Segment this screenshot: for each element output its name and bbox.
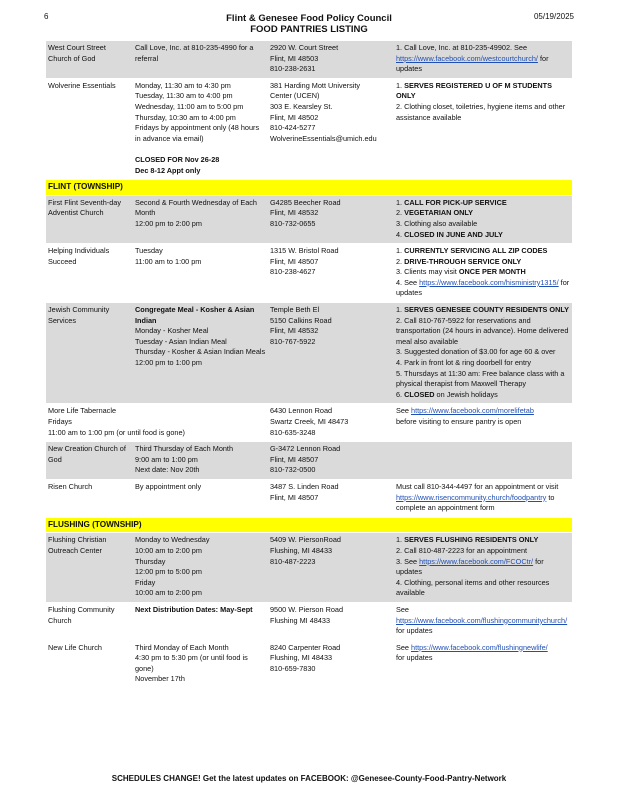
pantry-address-line: G4285 Beecher Road xyxy=(270,197,341,207)
pantry-hours-line: Monday, 11:30 am to 4:30 pm xyxy=(135,80,231,90)
notes-emphasis: CLOSED xyxy=(404,389,435,399)
pantry-address-line: Flint, MI 48503 xyxy=(270,53,319,63)
pantry-hours-line: 10:00 am to 2:00 pm xyxy=(135,545,202,555)
notes-text: for updates xyxy=(396,556,544,577)
pantry-link[interactable]: https://www.facebook.com/hisministry1315/ xyxy=(419,277,559,287)
table-row xyxy=(46,442,572,480)
pantry-address-line: 381 Harding Mott University xyxy=(270,80,361,90)
pantry-address-line: 2920 W. Court Street xyxy=(270,43,339,52)
page-title xyxy=(0,13,618,35)
pantry-hours-line: Third Thursday of Each Month xyxy=(135,444,234,454)
pantry-address-line: 9500 W. Pierson Road xyxy=(270,604,344,614)
pantry-address xyxy=(268,303,394,404)
notes-emphasis: SERVES FLUSHING RESIDENTS ONLY xyxy=(404,535,539,545)
pantry-address-line: 810-238-4627 xyxy=(270,267,316,277)
pantry-address-line: Flushing, MI 48433 xyxy=(270,545,333,555)
pantry-hours-line: Third Monday of Each Month xyxy=(135,642,229,652)
notes-text: 3. Suggested donation of $3.00 for age 60 & over xyxy=(396,347,556,357)
pantry-notes xyxy=(394,442,572,480)
table-row xyxy=(46,479,572,517)
pantry-address xyxy=(268,244,394,303)
pantry-address-line: 810-732-0655 xyxy=(270,218,316,228)
pantry-hours-line: Call Love, Inc. at 810-235-4990 for a referral xyxy=(135,43,254,63)
notes-text: Must call 810-344-4497 for an appointment or visit xyxy=(396,481,559,491)
pantry-hours-line: 11:00 am to 1:00 pm xyxy=(135,256,202,266)
notes-text: for updates xyxy=(396,277,570,298)
pantry-address-line: Flint, MI 48532 xyxy=(270,208,319,218)
notes-text: for updates xyxy=(396,626,433,636)
pantry-hours xyxy=(133,640,268,688)
title-line-1: Flint & Genesee Food Policy Council xyxy=(226,13,392,24)
pantry-address-line: 5409 W. PiersonRoad xyxy=(270,535,341,545)
pantry-hours-line: CLOSED FOR Nov 26-28 xyxy=(135,154,220,164)
title-line-2: FOOD PANTRIES LISTING xyxy=(250,24,368,35)
pantry-hours-line: 9:00 am to 1:00 pm xyxy=(135,454,198,464)
pantry-hours-heading: Congregate Meal - Kosher & Asian Indian xyxy=(135,305,255,325)
pantry-address-line: 8240 Carpenter Road xyxy=(270,642,341,652)
pantry-hours-line: November 17th xyxy=(135,674,185,684)
pantry-hours-line: Monday to Wednesday xyxy=(135,535,210,545)
notes-text: to complete an appointment form xyxy=(396,492,555,513)
pantry-address xyxy=(268,533,394,603)
pantry-name xyxy=(46,404,268,442)
notes-text: 2. xyxy=(396,256,405,266)
pantry-hours-line: Thursday - Kosher & Asian Indian Meals xyxy=(135,347,266,357)
pantry-address xyxy=(268,78,394,179)
pantry-hours-line: 12:00 pm to 1:00 pm xyxy=(135,358,202,368)
pantry-hours-line: Tuesday xyxy=(135,246,163,256)
pantry-hours-line: 11:00 am to 1:00 pm (or until food is gone) xyxy=(48,427,185,437)
pantry-hours xyxy=(133,244,268,303)
pantry-address xyxy=(268,195,394,243)
pantry-hours-line: Wednesday, 11:00 am to 5:00 pm xyxy=(135,101,244,111)
pantry-hours-line: Thursday xyxy=(135,556,166,566)
pantry-notes xyxy=(394,41,572,79)
notes-text: 4. Park in front lot & ring doorbell for entry xyxy=(396,358,532,368)
notes-emphasis: VEGETARIAN ONLY xyxy=(404,208,474,218)
pantry-address-line: Flushing, MI 48433 xyxy=(270,653,333,663)
pantry-address-line: 810-767-5922 xyxy=(270,336,316,346)
notes-emphasis: DRIVE-THROUGH SERVICE ONLY xyxy=(404,256,522,266)
pantry-address xyxy=(268,602,394,640)
footer-note: SCHEDULES CHANGE! Get the latest updates on FACEBOOK: @Genesee-County-Food-Pantry-Network xyxy=(111,774,507,783)
pantry-hours-line: Fridays xyxy=(48,417,72,426)
pantry-name: New Life Church xyxy=(46,640,133,688)
pantry-address-line: G-3472 Lennon Road xyxy=(270,444,341,454)
notes-text: 4. xyxy=(396,229,405,239)
pantry-name: New Creation Church of God xyxy=(46,442,133,480)
pantry-notes xyxy=(394,195,572,243)
pantry-hours xyxy=(133,442,268,480)
pantry-address xyxy=(268,479,394,517)
pantry-hours xyxy=(133,195,268,243)
pantry-address-line: 5150 Calkins Road xyxy=(270,315,332,325)
notes-text: 2. xyxy=(396,208,405,218)
table-row xyxy=(46,404,572,442)
table-row xyxy=(46,303,572,404)
notes-text: 6. xyxy=(396,389,405,399)
pantry-hours-heading: Next Distribution Dates: May-Sept xyxy=(135,604,253,614)
pantry-link[interactable]: https://www.facebook.com/morelifetab xyxy=(411,406,534,416)
notes-text: 4. See xyxy=(396,277,420,287)
pantry-address-line: Flint, MI 48507 xyxy=(270,454,319,464)
pantry-name: West Court Street Church of God xyxy=(46,41,133,79)
pantry-hours-line: Monday - Kosher Meal xyxy=(135,326,209,336)
notes-text: before visiting to ensure pantry is open xyxy=(396,417,522,426)
pantry-notes xyxy=(394,78,572,179)
pantry-hours-line: Dec 8-12 Appt only xyxy=(135,165,201,175)
pantry-hours xyxy=(133,479,268,517)
table-row xyxy=(46,602,572,640)
notes-text: on Jewish holidays xyxy=(434,389,498,399)
notes-text: 2. See xyxy=(505,43,528,52)
pantry-hours xyxy=(133,533,268,603)
pantry-address-line: 810-732-0500 xyxy=(270,465,316,475)
pantry-hours-line: 12:00 pm to 5:00 pm xyxy=(135,567,202,577)
notes-emphasis: SERVES REGISTERED U OF M STUDENTS ONLY xyxy=(396,80,552,101)
table-row xyxy=(46,533,572,603)
pantry-address-line: 303 E. Kearsley St. xyxy=(270,101,333,111)
pantry-address xyxy=(268,404,394,442)
notes-text: 2. Clothing closet, toiletries, hygiene items and other assistance available xyxy=(396,101,566,122)
pantry-address xyxy=(268,442,394,480)
pantry-hours xyxy=(133,41,268,79)
notes-text: for updates xyxy=(396,53,549,74)
notes-text: 1. xyxy=(396,80,405,90)
notes-text: 1. Call Love, Inc. at 810-235-4990 xyxy=(396,43,506,52)
pantry-link[interactable]: https://www.facebook.com/flushingnewlife/ xyxy=(411,642,548,652)
notes-text: 5. Thursdays at 11:30 am: Free balance class with a physical therapist from Maxwell Therapy xyxy=(396,368,565,389)
pantry-address-line: Flint, MI 48532 xyxy=(270,326,319,336)
notes-emphasis: CURRENTLY SERVICING ALL ZIP CODES xyxy=(404,246,548,256)
notes-text: 1. xyxy=(396,246,405,256)
pantry-address xyxy=(268,41,394,79)
notes-text: for updates xyxy=(396,653,433,663)
pantry-address-line: 810-659-7830 xyxy=(270,663,316,673)
pantry-name: Helping Individuals Succeed xyxy=(46,244,133,303)
pantry-notes xyxy=(394,303,572,404)
table-row xyxy=(46,244,572,303)
pantry-address-line: 1315 W. Bristol Road xyxy=(270,246,339,256)
notes-emphasis: CLOSED IN JUNE AND JULY xyxy=(404,229,503,239)
pantry-hours-line: Tuesday - Asian Indian Meal xyxy=(135,336,227,346)
pantry-hours-line: Friday xyxy=(135,577,156,587)
table-row xyxy=(46,41,572,79)
pantry-address-line: Swartz Creek, MI 48473 xyxy=(270,417,349,426)
pantry-name: Wolverine Essentials xyxy=(46,78,133,179)
pantry-hours-line xyxy=(135,144,266,155)
pantry-address-line: Center (UCEN) xyxy=(270,91,320,101)
notes-text: 2. Call 810-487-2223 for an appointment xyxy=(396,545,528,555)
pantry-address-line: Flint, MI 48507 xyxy=(270,492,319,502)
notes-text: 1. xyxy=(396,535,405,545)
pantry-address xyxy=(268,640,394,688)
pantry-name: Flushing Christian Outreach Center xyxy=(46,533,133,603)
pantry-hours-line: 10:00 am to 2:00 pm xyxy=(135,588,202,598)
pantry-notes xyxy=(394,479,572,517)
pantry-hours-line: Second & Fourth Wednesday of Each Month xyxy=(135,197,257,218)
pantry-notes xyxy=(394,404,572,442)
pantry-address-line: Temple Beth El xyxy=(270,305,320,315)
pantry-link[interactable]: https://www.facebook.com/flushingcommunitychurch/ xyxy=(396,615,568,625)
pantry-address-line: 810-487-2223 xyxy=(270,556,316,566)
notes-text: 2. Call 810-767-5922 for reservations and transportation (24 hours in advance). Home delivered meal also available xyxy=(396,315,569,346)
pantry-hours-line: 4:30 pm to 5:30 pm (or until food is gone) xyxy=(135,653,248,673)
table-row xyxy=(46,195,572,243)
section-label: FLINT (TOWNSHIP) xyxy=(46,180,572,196)
pantry-table xyxy=(46,40,572,688)
pantry-hours-line: Next date: Nov 20th xyxy=(135,465,200,475)
pantry-link[interactable]: https://www.risencommunity.church/foodpantry xyxy=(396,492,547,502)
pantry-name: Risen Church xyxy=(46,479,133,517)
notes-text: See xyxy=(396,642,412,652)
pantry-hours xyxy=(133,303,268,404)
pantry-hours-line: Tuesday, 11:30 am to 4:00 pm xyxy=(135,91,233,101)
notes-emphasis: SERVES GENESEE COUNTY RESIDENTS ONLY xyxy=(404,305,570,315)
pantry-address-line: 810-424-5277 xyxy=(270,123,316,133)
pantry-address-line: WolverineEssentials@umich.edu xyxy=(270,133,377,143)
pantry-address-line: 810-238-2631 xyxy=(270,64,316,74)
pantry-address-line: Flint, MI 48507 xyxy=(270,256,319,266)
pantry-notes xyxy=(394,244,572,303)
pantry-name-text: More Life Tabernacle xyxy=(48,406,117,416)
notes-text: 3. See xyxy=(396,556,420,566)
pantry-notes xyxy=(394,602,572,640)
notes-text: See xyxy=(396,406,412,416)
page-date: 05/19/2025 xyxy=(533,12,574,21)
notes-text: See xyxy=(396,604,409,614)
pantry-address-line: 6430 Lennon Road xyxy=(270,406,333,416)
pantry-hours-line: Thursday, 10:30 am to 4:00 pm xyxy=(135,112,236,122)
pantry-hours xyxy=(133,78,268,179)
pantry-name: Flushing Community Church xyxy=(46,602,133,640)
pantry-address-line: 3487 S. Linden Road xyxy=(270,481,339,491)
pantry-hours-line: By appointment only xyxy=(135,481,202,491)
notes-text: 1. xyxy=(396,305,405,315)
pantry-notes xyxy=(394,533,572,603)
notes-text: 3. Clothing also available xyxy=(396,218,478,228)
pantry-address-line: Flushing MI 48433 xyxy=(270,615,331,625)
section-header xyxy=(46,180,572,196)
notes-emphasis: CALL FOR PICK-UP SERVICE xyxy=(404,197,507,207)
section-header xyxy=(46,517,572,533)
pantry-address-line: Flint, MI 48502 xyxy=(270,112,319,122)
notes-text: 1. xyxy=(396,197,405,207)
pantry-name: First Flint Seventh-day Adventist Church xyxy=(46,195,133,243)
notes-text: 3. Clients may visit xyxy=(396,267,459,277)
pantry-link[interactable]: https://www.facebook.com/FCOCtr/ xyxy=(419,556,534,566)
pantry-hours-line: 12:00 pm to 2:00 pm xyxy=(135,218,202,228)
pantry-hours xyxy=(133,602,268,640)
page-number: 6 xyxy=(44,12,49,21)
pantry-link[interactable]: https://www.facebook.com/westcourtchurch/ xyxy=(396,53,538,63)
section-label: FLUSHING (TOWNSHIP) xyxy=(46,517,572,533)
pantry-name: Jewish Community Services xyxy=(46,303,133,404)
pantry-hours-line: Fridays by appointment only (48 hours in advance via email) xyxy=(135,123,260,143)
table-row xyxy=(46,78,572,179)
pantry-address-line: 810-635-3248 xyxy=(270,427,316,437)
notes-emphasis: ONCE PER MONTH xyxy=(458,267,526,277)
notes-text: 4. Clothing, personal items and other resources available xyxy=(396,577,550,598)
table-row xyxy=(46,640,572,688)
pantry-notes xyxy=(394,640,572,688)
